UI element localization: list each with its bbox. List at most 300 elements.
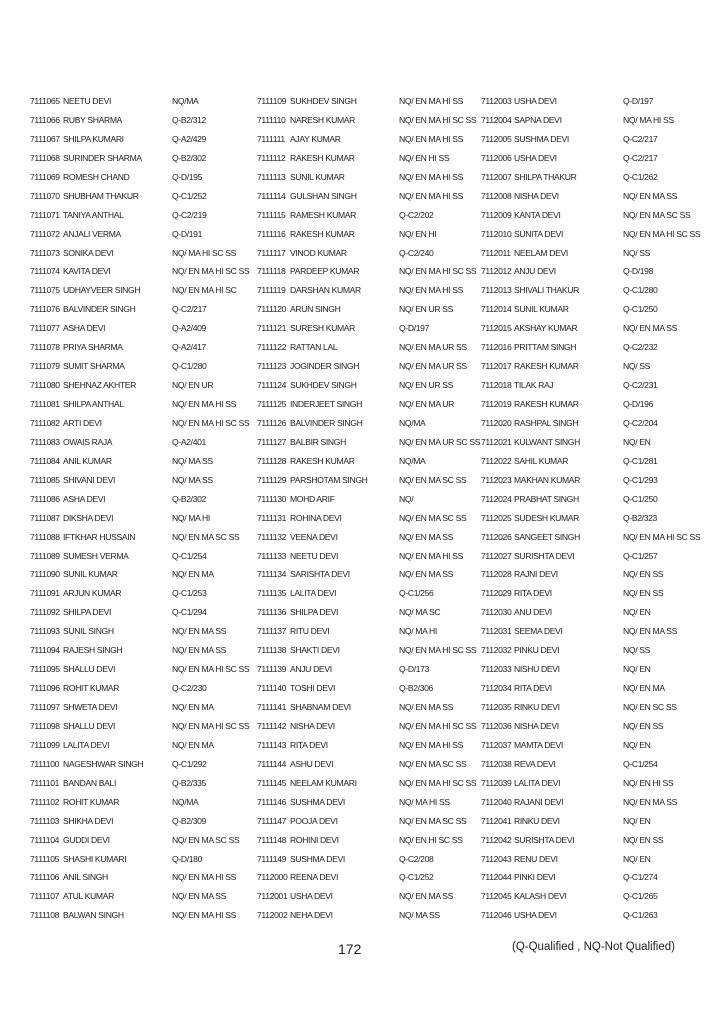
roll-number: 7111068 xyxy=(30,152,60,163)
candidate-name: NEETU DEVI xyxy=(290,550,339,561)
candidate-name: SHASHI KUMARI xyxy=(63,853,127,864)
candidate-name: NARESH KUMAR xyxy=(290,114,356,125)
roll-number: 7111104 xyxy=(30,834,60,845)
roll-number: 7112028 xyxy=(481,569,512,580)
roll-number: 7112024 xyxy=(481,493,512,504)
roll-number: 7112036 xyxy=(481,720,512,731)
candidate-name: POOJA DEVI xyxy=(290,815,338,826)
candidate-name: TANIYA ANTHAL xyxy=(63,209,124,220)
candidate-name: SHUBHAM THAKUR xyxy=(63,190,139,201)
candidate-name: LALITA DEVI xyxy=(514,777,561,788)
candidate-name: SUKHDEV SINGH xyxy=(290,380,357,391)
result: Q-C2/202 xyxy=(399,209,434,220)
result: NQ/ EN MA SC SS xyxy=(399,758,467,769)
candidate-name: SANGEET SINGH xyxy=(514,531,580,542)
result: NQ/ EN MA UR SS xyxy=(399,342,467,353)
candidate-name: BANDAN BALI xyxy=(63,777,116,788)
result: NQ/ EN MA SC SS xyxy=(172,834,240,845)
roll-number: 7111122 xyxy=(257,342,287,353)
result: Q-D/180 xyxy=(172,853,203,864)
candidate-name: BALVINDER SINGH xyxy=(290,417,363,428)
result: Q-C1/250 xyxy=(623,493,658,504)
result: NQ/ EN MA HI SC SS xyxy=(399,114,477,125)
candidate-name: ROHIT KUMAR xyxy=(63,683,120,694)
result: Q-D/197 xyxy=(623,96,654,106)
candidate-name: SHILPA KUMARI xyxy=(63,133,124,144)
candidate-name: ARJUN KUMAR xyxy=(63,588,122,599)
candidate-name: MOHD ARIF xyxy=(290,493,335,504)
candidate-name: SHILPA ANTHAL xyxy=(63,399,124,409)
candidate-name: PINKU DEVI xyxy=(514,645,560,656)
roll-number: 7112008 xyxy=(481,190,512,201)
candidate-name: SHABNAM DEVI xyxy=(290,702,351,712)
roll-number: 7111120 xyxy=(257,304,287,315)
result: Q-C1/280 xyxy=(623,285,658,296)
result: NQ/ EN MA HI SS xyxy=(172,910,236,921)
roll-number: 7111098 xyxy=(30,720,60,731)
legend-note: (Q-Qualified , NQ-Not Qualified) xyxy=(512,941,675,953)
candidate-name: TILAK RAJ xyxy=(514,380,554,391)
candidate-name: KANTA DEVI xyxy=(514,209,561,220)
candidate-name: MAKHAN KUMAR xyxy=(514,474,580,485)
candidate-name: USHA DEVI xyxy=(514,152,557,163)
candidate-name: REVA DEVI xyxy=(514,758,556,769)
roll-number: 7111144 xyxy=(257,758,287,769)
roll-number: 7111119 xyxy=(257,285,286,296)
candidate-name: RAJANI DEVI xyxy=(514,796,564,807)
result: Q-B2/302 xyxy=(172,493,206,504)
roll-number: 7112039 xyxy=(481,777,512,788)
candidate-name: NEETU DEVI xyxy=(63,96,112,106)
result: Q-D/197 xyxy=(399,323,430,334)
roll-number: 7111132 xyxy=(257,531,287,542)
candidate-name: NISHA DEVI xyxy=(514,720,559,731)
result: NQ/ EN SS xyxy=(623,720,664,731)
candidate-name: RATTAN LAL xyxy=(290,342,338,353)
result: Q-C1/253 xyxy=(172,588,207,599)
candidate-name: RAKESH KUMAR xyxy=(290,455,355,466)
candidate-name: NAGESHWAR SINGH xyxy=(63,758,144,769)
roll-number: 7112002 xyxy=(257,910,288,921)
roll-number: 7112030 xyxy=(481,607,512,618)
candidate-name: IFTKHAR HUSSAIN xyxy=(63,531,136,542)
roll-number: 7112006 xyxy=(481,152,512,163)
roll-number: 7111076 xyxy=(30,304,60,315)
result: NQ/ SS xyxy=(623,361,651,372)
candidate-name: ANU DEVI xyxy=(514,607,552,618)
roll-number: 7111106 xyxy=(30,872,60,883)
result: NQ/ EN MA HI SS xyxy=(172,872,236,883)
roll-number: 7111094 xyxy=(30,645,60,656)
candidate-name: SUNITA DEVI xyxy=(514,228,563,239)
roll-number: 7111102 xyxy=(30,796,60,807)
roll-number: 7111142 xyxy=(257,720,287,731)
result: NQ/ EN MA HI SS xyxy=(399,133,463,144)
result: NQ/ EN MA HI SC SS xyxy=(172,664,250,675)
roll-number: 7111136 xyxy=(257,607,287,618)
candidate-name: RAJESH SINGH xyxy=(63,645,123,656)
roll-number: 7111138 xyxy=(257,645,287,656)
roll-number: 7111079 xyxy=(30,361,60,372)
result: Q-B2/335 xyxy=(172,777,206,788)
result: Q-C2/204 xyxy=(623,417,658,428)
candidate-name: SUNIL KUMAR xyxy=(290,171,345,182)
candidate-name: NEELAM KUMARI xyxy=(290,777,357,788)
result: Q-D/195 xyxy=(172,171,203,182)
result: NQ/ EN xyxy=(623,664,651,675)
roll-number: 7111121 xyxy=(257,323,287,334)
result: Q-C1/293 xyxy=(623,474,658,485)
result: NQ/ EN MA SS xyxy=(399,891,454,902)
candidate-name: UDHAYVEER SINGH xyxy=(63,285,141,296)
roll-number: 7112001 xyxy=(257,891,288,902)
result: NQ/ EN MA HI SC SS xyxy=(172,417,250,428)
candidate-name: SEEMA DEVI xyxy=(514,626,563,637)
result: Q-C1/265 xyxy=(623,891,658,902)
result: NQ/ EN MA HI SS xyxy=(399,550,463,561)
candidate-name: RAKESH KUMAR xyxy=(290,152,355,163)
roll-number: 7111087 xyxy=(30,512,60,523)
roll-number: 7111124 xyxy=(257,380,287,391)
result: Q-C1/250 xyxy=(623,304,658,315)
candidate-name: USHA DEVI xyxy=(290,891,333,902)
roll-number: 7111115 xyxy=(257,209,286,220)
result: NQ/ EN MA SS xyxy=(399,702,454,712)
candidate-name: ROHINA DEVI xyxy=(290,512,342,523)
roll-number: 7112013 xyxy=(481,285,512,296)
result: NQ/ MA HI xyxy=(172,512,210,523)
candidate-name: SUMIT SHARMA xyxy=(63,361,125,372)
roll-number: 7112031 xyxy=(481,626,512,637)
candidate-name: SUSHMA DEVI xyxy=(514,133,569,144)
candidate-name: SHALLU DEVI xyxy=(63,664,116,675)
candidate-name: SURINDER SHARMA xyxy=(63,152,142,163)
result: Q-D/196 xyxy=(623,399,654,409)
result: NQ/ MA HI SS xyxy=(399,796,450,807)
candidate-name: NEELAM DEVI xyxy=(514,247,568,258)
result: NQ/ EN UR SS xyxy=(399,380,454,391)
candidate-name: SUMESH VERMA xyxy=(63,550,129,561)
candidate-name: SUNIL KUMAR xyxy=(63,569,118,580)
roll-number: 7112035 xyxy=(481,702,512,712)
candidate-name: SUDESH KUMAR xyxy=(514,512,580,523)
result: NQ/ EN MA SS xyxy=(172,645,227,656)
candidate-name: SARISHTA DEVI xyxy=(290,569,350,580)
roll-number: 7111137 xyxy=(257,626,287,637)
roll-number: 7111073 xyxy=(30,247,60,258)
candidate-name: RITA DEVI xyxy=(290,739,328,750)
roll-number: 7111090 xyxy=(30,569,60,580)
roll-number: 7112046 xyxy=(481,910,512,921)
roll-number: 7111100 xyxy=(30,758,60,769)
candidate-name: LALITA DEVI xyxy=(290,588,337,599)
roll-number: 7111081 xyxy=(30,399,60,409)
result: Q-C2/240 xyxy=(399,247,434,258)
roll-number: 7112029 xyxy=(481,588,512,599)
roll-number: 7112025 xyxy=(481,512,512,523)
result: NQ/ EN xyxy=(623,815,651,826)
result: NQ/ EN MA SS xyxy=(399,531,454,542)
result: NQ/ EN UR SS xyxy=(399,304,454,315)
result: NQ/ EN MA HI SC SS xyxy=(399,777,477,788)
result: NQ/ EN SS xyxy=(623,569,664,580)
roll-number: 7111093 xyxy=(30,626,60,637)
candidate-name: RAKESH KUMAR xyxy=(514,399,579,409)
roll-number: 7111145 xyxy=(257,777,287,788)
result: NQ/ EN MA HI SC SS xyxy=(172,720,250,731)
candidate-name: LALITA DEVI xyxy=(63,739,110,750)
roll-number: 7111148 xyxy=(257,834,287,845)
roll-number: 7111099 xyxy=(30,739,60,750)
candidate-name: SURESH KUMAR xyxy=(290,323,356,334)
result: NQ/ EN MA SC SS xyxy=(399,474,467,485)
candidate-name: ARUN SINGH xyxy=(290,304,341,315)
candidate-name: SHIVANI DEVI xyxy=(63,474,115,485)
result: NQ/ MA SS xyxy=(172,474,213,485)
candidate-name: SAPNA DEVI xyxy=(514,114,562,125)
roll-number: 7111103 xyxy=(30,815,60,826)
result: Q-B2/306 xyxy=(399,683,433,694)
roll-number: 7111130 xyxy=(257,493,287,504)
roll-number: 7112041 xyxy=(481,815,512,826)
roll-number: 7112012 xyxy=(481,266,512,277)
result: Q-C1/280 xyxy=(172,361,207,372)
result: NQ/ EN HI SS xyxy=(399,152,450,163)
candidate-name: KULWANT SINGH xyxy=(514,436,580,447)
roll-number: 7112020 xyxy=(481,417,512,428)
result: NQ/ EN MA SS xyxy=(623,626,678,637)
result: Q-A2/409 xyxy=(172,323,206,334)
candidate-name: ROHINI DEVI xyxy=(290,834,339,845)
result: NQ/ xyxy=(399,493,414,504)
roll-number: 7111095 xyxy=(30,664,60,675)
roll-number: 7112033 xyxy=(481,664,512,675)
candidate-name: SUSHMA DEVI xyxy=(290,853,345,864)
roll-number: 7111149 xyxy=(257,853,287,864)
roll-number: 7112003 xyxy=(481,96,512,106)
candidate-name: ROMESH CHAND xyxy=(63,171,130,182)
candidate-name: SUKHDEV SINGH xyxy=(290,96,357,106)
candidate-name: SHILPA THAKUR xyxy=(514,171,577,182)
candidate-name: SUNIL KUMAR xyxy=(514,304,569,315)
candidate-name: RITU DEVI xyxy=(290,626,330,637)
candidate-name: SHILPA DEVI xyxy=(290,607,339,618)
roll-number: 7111129 xyxy=(257,474,287,485)
candidate-name: SUSHMA DEVI xyxy=(290,796,345,807)
roll-number: 7111085 xyxy=(30,474,60,485)
candidate-name: AKSHAY KUMAR xyxy=(514,323,578,334)
result: NQ/ EN MA UR xyxy=(399,399,455,409)
roll-number: 7111113 xyxy=(257,171,286,182)
candidate-name: ASHA DEVI xyxy=(63,323,106,334)
candidate-name: RINKU DEVI xyxy=(514,815,560,826)
roll-number: 7111146 xyxy=(257,796,287,807)
result: NQ/ MA HI SC SS xyxy=(172,247,236,258)
result: NQ/ EN MA HI SC SS xyxy=(623,228,701,239)
result: NQ/ EN MA SS xyxy=(172,626,227,637)
candidate-name: SHIKHA DEVI xyxy=(63,815,114,826)
roll-number: 7111075 xyxy=(30,285,60,296)
result: NQ/ EN MA SS xyxy=(399,569,454,580)
result: Q-C1/262 xyxy=(623,171,658,182)
roll-number: 7111117 xyxy=(257,247,286,258)
result: NQ/ EN MA HI SC SS xyxy=(172,266,250,277)
result: NQ/ EN MA HI SC xyxy=(172,285,237,296)
roll-number: 7111118 xyxy=(257,266,286,277)
result: Q-C2/217 xyxy=(172,304,207,315)
candidate-name: ANJU DEVI xyxy=(290,664,332,675)
result: NQ/ MA SS xyxy=(399,910,440,921)
roll-number: 7111086 xyxy=(30,493,60,504)
result: NQ/ EN MA HI SS xyxy=(399,171,463,182)
candidate-name: PINKI DEVI xyxy=(514,872,556,883)
candidate-name: INDERJEET SINGH xyxy=(290,399,362,409)
roll-number: 7112017 xyxy=(481,361,512,372)
roll-number: 7112042 xyxy=(481,834,512,845)
roll-number: 7111080 xyxy=(30,380,60,391)
candidate-name: SHWETA DEVI xyxy=(63,702,118,712)
roll-number: 7111147 xyxy=(257,815,287,826)
candidate-name: GUDDI DEVI xyxy=(63,834,110,845)
result: NQ/ EN HI SS xyxy=(623,777,674,788)
roll-number: 7111072 xyxy=(30,228,60,239)
result: NQ/ EN MA HI SC SS xyxy=(623,531,701,542)
result: NQ/ EN MA SC SS xyxy=(399,512,467,523)
result: NQ/ EN MA xyxy=(172,569,214,580)
candidate-name: RUBY SHARMA xyxy=(63,114,123,125)
result: Q-C2/219 xyxy=(172,209,207,220)
roll-number: 7112007 xyxy=(481,171,512,182)
result: NQ/ EN MA SC SS xyxy=(623,209,691,220)
result: NQ/ EN MA HI SS xyxy=(399,739,463,750)
result: NQ/ EN MA HI SC SS xyxy=(399,720,477,731)
result: NQ/ EN SC SS xyxy=(623,702,677,712)
roll-number: 7111077 xyxy=(30,323,60,334)
candidate-name: NISHU DEVI xyxy=(514,664,560,675)
candidate-name: USHA DEVI xyxy=(514,96,557,106)
roll-number: 7111108 xyxy=(30,910,60,921)
candidate-name: SHILPA DEVI xyxy=(63,607,112,618)
candidate-name: RITA DEVI xyxy=(514,683,552,694)
roll-number: 7111084 xyxy=(30,455,60,466)
result: NQ/MA xyxy=(172,796,199,807)
candidate-name: PARDEEP KUMAR xyxy=(290,266,360,277)
result: NQ/ EN MA SS xyxy=(172,891,227,902)
candidate-name: REENA DEVI xyxy=(290,872,339,883)
result: Q-C1/292 xyxy=(172,758,207,769)
candidate-name: ARTI DEVI xyxy=(63,417,102,428)
roll-number: 7111143 xyxy=(257,739,287,750)
candidate-name: KAVITA DEVI xyxy=(63,266,111,277)
roll-number: 7112010 xyxy=(481,228,512,239)
candidate-name: SHALLU DEVI xyxy=(63,720,116,731)
roll-number: 7112026 xyxy=(481,531,512,542)
result: Q-C1/252 xyxy=(172,190,207,201)
candidate-name: SURISHTA DEVI xyxy=(514,834,575,845)
candidate-name: BALVINDER SINGH xyxy=(63,304,136,315)
roll-number: 7111066 xyxy=(30,114,60,125)
candidate-name: OWAIS RAJA xyxy=(63,436,113,447)
result: NQ/ EN MA UR SS xyxy=(399,361,467,372)
candidate-name: NEHA DEVI xyxy=(290,910,333,921)
result: NQ/ EN MA SC SS xyxy=(399,815,467,826)
roll-number: 7111126 xyxy=(257,417,287,428)
result: Q-A2/401 xyxy=(172,436,206,447)
roll-number: 7111069 xyxy=(30,171,60,182)
result: Q-C1/252 xyxy=(399,872,434,883)
page-number: 172 xyxy=(338,941,362,957)
roll-number: 7111110 xyxy=(257,114,286,125)
result: NQ/ EN MA HI SS xyxy=(172,399,236,409)
result: NQ/ EN MA SS xyxy=(623,796,678,807)
result: Q-C1/254 xyxy=(172,550,207,561)
candidate-name: PRIYA SHARMA xyxy=(63,342,123,353)
result: Q-C1/256 xyxy=(399,588,434,599)
result: Q-B2/323 xyxy=(623,512,657,523)
result: Q-B2/309 xyxy=(172,815,206,826)
candidate-name: PRITTAM SINGH xyxy=(514,342,577,353)
result: NQ/MA xyxy=(399,417,426,428)
result: Q-A2/417 xyxy=(172,342,206,353)
roll-number: 7112045 xyxy=(481,891,512,902)
candidate-name: MAMTA DEVI xyxy=(514,739,563,750)
candidate-name: DIKSHA DEVI xyxy=(63,512,114,523)
result: Q-D/191 xyxy=(172,228,203,239)
roll-number: 7112011 xyxy=(481,247,511,258)
candidate-name: USHA DEVI xyxy=(514,910,557,921)
candidate-name: RASHPAL SINGH xyxy=(514,417,579,428)
result: Q-C1/281 xyxy=(623,455,658,466)
roll-number: 7112019 xyxy=(481,399,512,409)
roll-number: 7112040 xyxy=(481,796,512,807)
result: NQ/ EN MA SS xyxy=(623,323,678,334)
roll-number: 7111135 xyxy=(257,588,287,599)
roll-number: 7112016 xyxy=(481,342,512,353)
candidate-name: VEENA DEVI xyxy=(290,531,338,542)
result: Q-C1/274 xyxy=(623,872,658,883)
result: Q-A2/429 xyxy=(172,133,206,144)
candidate-name: AJAY KUMAR xyxy=(290,133,341,144)
roll-number: 7112015 xyxy=(481,323,512,334)
roll-number: 7112021 xyxy=(481,436,512,447)
roll-number: 7111139 xyxy=(257,664,287,675)
candidate-name: RENU DEVI xyxy=(514,853,558,864)
candidate-name: RAJNI DEVI xyxy=(514,569,558,580)
result: Q-D/173 xyxy=(399,664,430,675)
result: Q-C1/257 xyxy=(623,550,658,561)
candidate-name: NISHA DEVI xyxy=(290,720,335,731)
result: Q-C1/263 xyxy=(623,910,658,921)
roll-number: 7111092 xyxy=(30,607,60,618)
result: NQ/ MA SC xyxy=(399,607,441,618)
result: NQ/ EN MA HI SC SS xyxy=(399,266,477,277)
candidate-name: SURISHTA DEVI xyxy=(514,550,575,561)
result: NQ/ MA HI xyxy=(399,626,437,637)
roll-number: 7111065 xyxy=(30,96,60,106)
roll-number: 7112018 xyxy=(481,380,512,391)
candidate-name: RAKESH KUMAR xyxy=(290,228,355,239)
result: NQ/ EN xyxy=(623,607,651,618)
candidate-name: RAMESH KUMAR xyxy=(290,209,356,220)
candidate-name: SAHIL KUMAR xyxy=(514,455,569,466)
candidate-name: SUNIL SINGH xyxy=(63,626,114,637)
result: NQ/ EN SS xyxy=(623,588,664,599)
roll-number: 7111107 xyxy=(30,891,60,902)
roll-number: 7111091 xyxy=(30,588,60,599)
roll-number: 7112037 xyxy=(481,739,512,750)
roll-number: 7111123 xyxy=(257,361,287,372)
result: NQ/ EN MA HI SS xyxy=(399,190,463,201)
